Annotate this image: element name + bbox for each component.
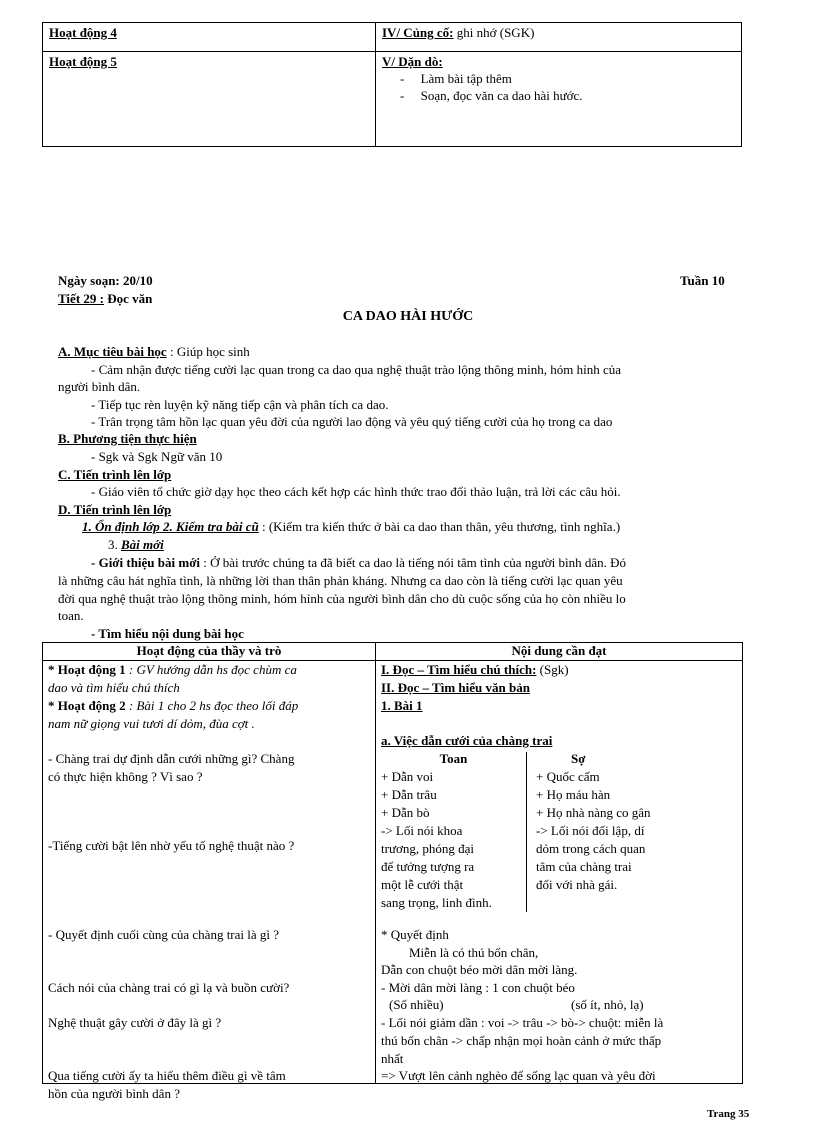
so-heading: Sợ xyxy=(571,751,586,766)
reduce-line: nhất xyxy=(381,1051,404,1066)
so-item: + Họ máu hàn xyxy=(536,787,611,802)
activities-cell xyxy=(43,661,376,1101)
question-6: Qua tiếng cười ấy ta hiểu thêm điều gì về tâm xyxy=(48,1068,286,1083)
question-1: - Chàng trai dự định dẫn cưới những gì? Chàng xyxy=(48,751,295,766)
toan-item: sang trọng, linh đình. xyxy=(381,895,492,910)
reduce-line: thú bốn chân -> chấp nhận mọi hoàn cảnh ở mức thấp xyxy=(381,1033,662,1048)
activity-5-label: Hoạt động 5 xyxy=(49,54,117,69)
so-item: tâm của chàng trai xyxy=(536,859,632,874)
consolidate-heading: IV/ Củng cố: xyxy=(382,25,454,40)
activity-2: * Hoạt động 2 : Bài 1 cho 2 hs đọc theo lối đáp xyxy=(48,698,299,713)
poem-line: Miễn là có thú bốn chân, xyxy=(409,945,539,960)
section-a-item: - Cảm nhận được tiếng cười lạc quan trong ca dao qua nghệ thuật trào lộng thông minh, hóm hỉnh của xyxy=(91,362,622,377)
question-5: Nghệ thuật gây cười ở đây là gì ? xyxy=(48,1015,222,1030)
lesson-line: Tiết 29 : Đọc văn xyxy=(58,291,153,306)
page-number: Trang 35 xyxy=(707,1108,750,1120)
toan-item: để tưởng tượng ra xyxy=(381,859,475,874)
intro-line: đời qua nghệ thuật trào lộng thông minh, hóm hỉnh của người bình dân cho dù cuộc sống của họ còn nhiều lo xyxy=(58,591,626,606)
so-column xyxy=(536,750,736,894)
section-a-heading: A. Mục tiêu bài học : Giúp học sinh xyxy=(58,344,250,359)
homework-item: - Soạn, đọc văn ca dao hài hước. xyxy=(400,88,583,103)
top-cell-activity-4 xyxy=(43,23,376,52)
activity-1-cont: dao và tìm hiểu chú thích xyxy=(48,680,180,695)
question-4: Cách nói của chàng trai có gì lạ và buồn cười? xyxy=(48,980,290,995)
top-cell-homework xyxy=(376,52,742,147)
reduce-line: - Lối nói giảm dần : voi -> trâu -> bò-> chuột: miễn là xyxy=(381,1015,664,1030)
explore-line: - Tìm hiểu nội dung bài học xyxy=(91,626,244,641)
intro-line: là những câu hát nghĩa tình, là những lời than thân phản kháng. Nhưng ca dao còn là tiếng cười lạc quan yêu xyxy=(58,573,623,588)
content-subsection-a: a. Việc dẫn cưới của chàng trai xyxy=(381,733,553,748)
homework-item: - Làm bài tập thêm xyxy=(400,71,512,86)
so-item: đối với nhà gái. xyxy=(536,877,618,892)
so-item: dỏm trong cách quan xyxy=(536,841,646,856)
top-cell-activity-5 xyxy=(43,52,376,147)
section-b-item: - Sgk và Sgk Ngữ văn 10 xyxy=(91,449,223,464)
section-b-heading: B. Phương tiện thực hiện xyxy=(58,431,197,446)
invite-plural: (Số nhiều) xyxy=(389,997,444,1012)
page-title: CA DAO HÀI HƯỚC xyxy=(342,309,474,324)
activity-4-label: Hoạt động 4 xyxy=(49,25,117,40)
toan-column xyxy=(381,750,526,912)
intro-line: - Giới thiệu bài mới : Ở bài trước chúng ta đã biết ca dao là tiếng nói tâm tình của người bình dân. Đó xyxy=(91,555,627,570)
consolidate-text: ghi nhớ (SGK) xyxy=(453,25,535,40)
section-d-steps: 1. Ổn định lớp 2. Kiểm tra bài cũ : (Kiểm tra kiến thức ở bài ca dao than thân, yêu thương, tình nghĩa.) xyxy=(82,519,621,534)
content-poem-1: 1. Bài 1 xyxy=(381,698,423,713)
question-2: -Tiếng cười bật lên nhờ yếu tố nghệ thuật nào ? xyxy=(48,838,295,853)
top-table xyxy=(42,22,742,147)
question-1-cont: có thực hiện không ? Vì sao ? xyxy=(48,769,203,784)
lesson-table xyxy=(42,642,743,1101)
col-header-activities: Hoạt động của thầy và trò xyxy=(43,643,376,661)
conclusion-line: => Vượt lên cảnh nghèo để sống lạc quan và yêu đời xyxy=(381,1068,656,1083)
content-section-1: I. Đọc – Tìm hiểu chú thích: (Sgk) xyxy=(381,662,569,677)
top-cell-consolidate xyxy=(376,23,742,52)
section-a-item: - Tiếp tục rèn luyện kỹ năng tiếp cận và phân tích ca dao. xyxy=(91,397,389,412)
decision-heading: * Quyết định xyxy=(381,927,449,942)
so-item: + Quốc cấm xyxy=(536,769,600,784)
week-label: Tuần 10 xyxy=(680,273,725,288)
date-label: Ngày soạn: 20/10 xyxy=(58,273,153,288)
intro-line: toan. xyxy=(58,608,84,623)
section-c-heading: C. Tiến trình lên lớp xyxy=(58,467,172,482)
toan-item: trương, phóng đại xyxy=(381,841,474,856)
toan-item: + Dẫn bò xyxy=(381,805,430,820)
poem-line: Dẫn con chuột béo mời dân mời làng. xyxy=(381,962,578,977)
section-a-item: người bình dân. xyxy=(58,379,141,394)
col-header-content: Nội dung cần đạt xyxy=(376,643,743,661)
toan-item: -> Lối nói khoa xyxy=(381,823,463,838)
invite-line: - Mời dân mời làng : 1 con chuột béo xyxy=(381,980,575,995)
activity-2-cont: nam nữ giọng vui tươi dí dỏm, đùa cợt . xyxy=(48,716,255,731)
toan-heading: Toan xyxy=(439,751,468,766)
section-d-heading: D. Tiến trình lên lớp xyxy=(58,502,172,517)
content-cell xyxy=(376,661,743,1084)
section-c-item: - Giáo viên tổ chức giờ dạy học theo cách kết hợp các hình thức trao đổi thảo luận, trả lời các câu hỏi. xyxy=(91,484,621,499)
section-d-step3: 3. Bài mới xyxy=(108,537,164,552)
so-item: -> Lối nói đối lập, dí xyxy=(536,823,645,838)
question-3: - Quyết định cuối cùng của chàng trai là gì ? xyxy=(48,927,280,942)
content-section-2: II. Đọc – Tìm hiểu văn bản xyxy=(381,680,530,695)
so-item: + Họ nhà nàng co gân xyxy=(536,805,651,820)
homework-heading: V/ Dặn dò: xyxy=(382,54,443,69)
toan-item: một lễ cưới thật xyxy=(381,877,464,892)
toan-item: + Dẫn trâu xyxy=(381,787,437,802)
section-a-item: - Trân trọng tâm hồn lạc quan yêu đời của người lao động và yêu quý tiếng cười của họ trong ca dao xyxy=(91,414,613,429)
toan-item: + Dẫn voi xyxy=(381,769,434,784)
invite-singular: (số ít, nhỏ, lạ) xyxy=(571,997,644,1012)
activity-1: * Hoạt động 1 : GV hướng dẫn hs đọc chùm ca xyxy=(48,662,297,677)
column-divider xyxy=(526,752,527,912)
question-6-cont: hồn của người bình dân ? xyxy=(48,1086,180,1101)
